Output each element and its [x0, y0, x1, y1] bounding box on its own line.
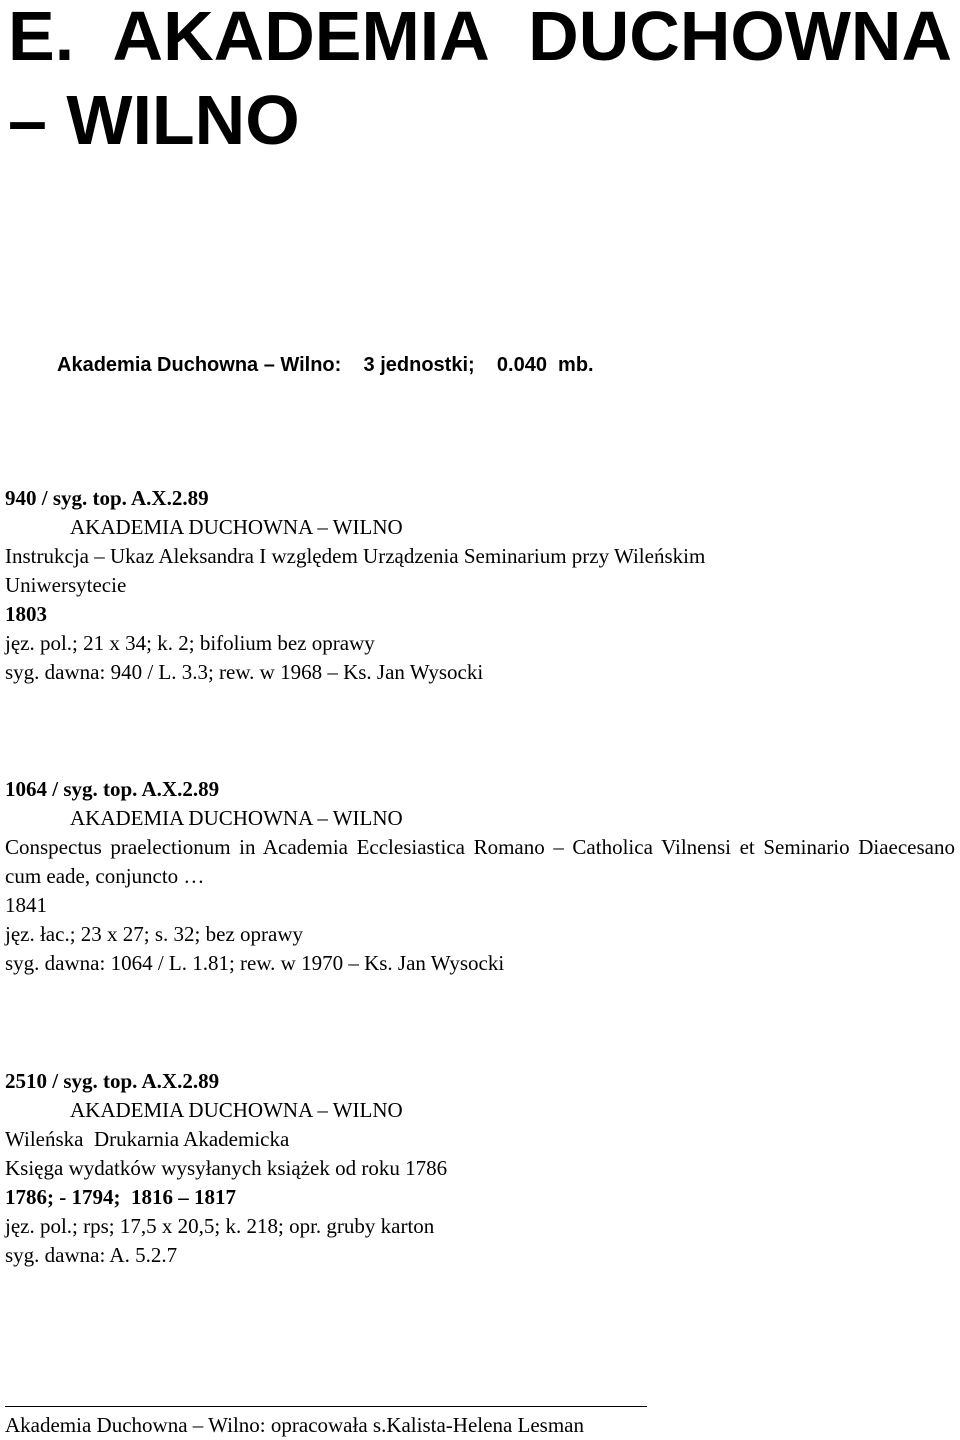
catalog-entry: [5, 484, 955, 687]
entry-date: 1841: [5, 893, 47, 917]
entry-title: Conspectus praelectionum in Academia Ecclesiastica Romano – Catholica Vilnensi et Seminario Diaecesano cum eade, conjuncto …: [5, 835, 955, 888]
entry-old-signature: syg. dawna: 1064 / L. 1.81; rew. w 1970 – Ks. Jan Wysocki: [5, 951, 505, 975]
entry-signature: 940 / syg. top. A.X.2.89: [5, 486, 209, 510]
entry-date: 1803: [5, 602, 47, 626]
entry-collection: AKADEMIA DUCHOWNA – WILNO: [70, 1098, 403, 1122]
entry-physical-description: jęz. pol.; rps; 17,5 x 20,5; k. 218; opr. gruby karton: [5, 1214, 435, 1238]
catalog-entry: [5, 1067, 955, 1270]
entry-physical-description: jęz. łac.; 23 x 27; s. 32; bez oprawy: [5, 922, 303, 946]
footer-divider: [5, 1406, 647, 1407]
entry-collection: AKADEMIA DUCHOWNA – WILNO: [70, 806, 403, 830]
collection-summary: Akademia Duchowna – Wilno: 3 jednostki; 0.040 mb.: [57, 354, 594, 376]
catalog-entry: [5, 775, 955, 978]
entry-signature: 1064 / syg. top. A.X.2.89: [5, 777, 220, 801]
entry-collection: AKADEMIA DUCHOWNA – WILNO: [70, 515, 403, 539]
footer-credit: Akademia Duchowna – Wilno: opracowała s.Kalista-Helena Lesman: [5, 1413, 584, 1437]
page-title: E. AKADEMIA DUCHOWNA – WILNO: [8, 0, 952, 159]
entry-old-signature: syg. dawna: A. 5.2.7: [5, 1243, 178, 1267]
entry-signature: 2510 / syg. top. A.X.2.89: [5, 1069, 220, 1093]
entry-subtitle: Wileńska Drukarnia Akademicka: [5, 1127, 290, 1151]
entry-date: 1786; - 1794; 1816 – 1817: [5, 1185, 236, 1209]
entry-old-signature: syg. dawna: 940 / L. 3.3; rew. w 1968 – Ks. Jan Wysocki: [5, 660, 484, 684]
entry-title: Księga wydatków wysyłanych książek od roku 1786: [5, 1156, 448, 1180]
entry-title: Instrukcja – Ukaz Aleksandra I względem Urządzenia Seminarium przy Wileńskim Uniwersytecie: [5, 544, 706, 597]
entry-physical-description: jęz. pol.; 21 x 34; k. 2; bifolium bez oprawy: [5, 631, 375, 655]
